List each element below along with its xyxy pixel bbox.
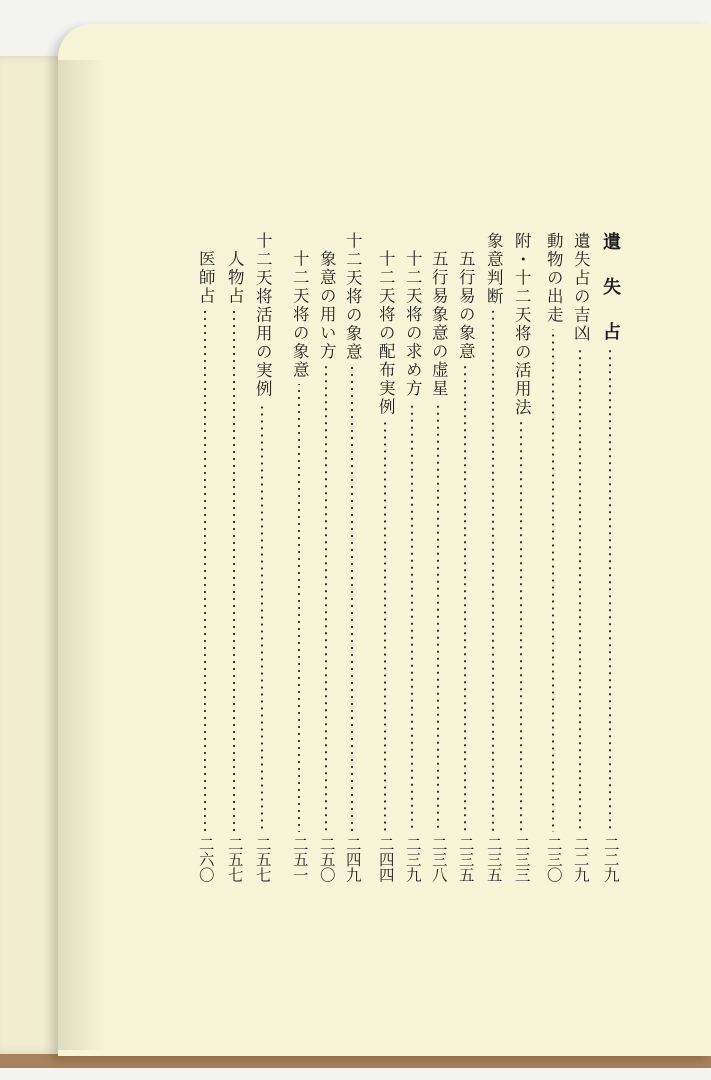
- toc-entry-page: 二三八: [429, 835, 448, 882]
- toc-entry-page: 二三九: [403, 835, 422, 882]
- page-gutter-shadow: [58, 60, 106, 1050]
- leader-dots: [233, 310, 235, 832]
- leader-dots: [351, 366, 353, 832]
- toc-entry-page: 二三五: [484, 835, 503, 882]
- leader-dots: [464, 365, 466, 832]
- toc-entry-title: 象意判断: [484, 232, 504, 306]
- toc-entry-page: 二二九: [601, 835, 620, 882]
- leader-dots: [204, 310, 206, 832]
- toc-entry-title: 十二天将活用の実例: [253, 232, 273, 399]
- leader-dots: [492, 310, 494, 832]
- toc-entry-title: 遺 失 占: [600, 232, 621, 343]
- leader-dots: [384, 421, 386, 832]
- toc-entry[interactable]: [193, 250, 217, 882]
- toc-entry-title: 人物占: [225, 250, 245, 306]
- toc-entry-page: 二五〇: [317, 835, 336, 882]
- toc-entry-title: 遺失占の吉凶: [571, 232, 591, 343]
- toc-entry[interactable]: [340, 232, 364, 882]
- toc-entry-page: 二三三: [512, 835, 531, 882]
- toc-entry-page: 二六〇: [196, 835, 215, 882]
- leader-dots: [552, 329, 554, 832]
- toc-entry-page: 二五七: [225, 835, 244, 882]
- toc-entry[interactable]: [222, 250, 246, 882]
- leader-dots: [411, 402, 413, 832]
- toc-entry-title: 十二天将の象意: [343, 232, 363, 362]
- toc-entry[interactable]: [453, 250, 477, 882]
- toc-entry-page: 二三五: [456, 835, 475, 882]
- leader-dots: [298, 384, 300, 832]
- toc-entry-title: 附・十二天将の活用法: [512, 232, 532, 417]
- leader-dots: [579, 347, 581, 832]
- toc-entry[interactable]: [400, 250, 424, 882]
- toc-entry-title: 動物の出走: [544, 232, 564, 325]
- toc-entry-title: 十二天将の配布実例: [376, 250, 396, 417]
- leader-dots: [325, 365, 327, 832]
- toc-entry-title: 象意の用い方: [317, 250, 337, 361]
- toc-entry-page: 二五七: [253, 835, 272, 882]
- leader-dots: [520, 421, 522, 832]
- toc-entry[interactable]: [373, 250, 397, 882]
- toc-entry-page: 二四九: [343, 835, 362, 882]
- toc-entry-page: 二二九: [571, 835, 590, 882]
- leader-dots: [437, 402, 439, 832]
- toc-entry[interactable]: [598, 232, 622, 882]
- toc-entry[interactable]: [426, 250, 450, 882]
- toc-entry[interactable]: [541, 232, 565, 882]
- toc-entry-title: 五行易の象意: [456, 250, 476, 361]
- toc-entry[interactable]: [568, 232, 592, 882]
- leader-dots: [609, 347, 611, 832]
- toc-entry[interactable]: [287, 250, 311, 882]
- toc-entry-page: 二四四: [376, 835, 395, 882]
- toc-entry[interactable]: [481, 232, 505, 882]
- toc-entry-page: 二三〇: [544, 835, 563, 882]
- toc-entry[interactable]: [250, 232, 274, 882]
- toc-entry-page: 二五一: [290, 835, 309, 882]
- toc-entry-title: 医師占: [196, 250, 216, 306]
- toc-entry-title: 十二天将の求め方: [403, 250, 423, 398]
- toc-entry[interactable]: [314, 250, 338, 882]
- leader-dots: [261, 403, 263, 832]
- toc-entry-title: 五行易象意の虚星: [429, 250, 449, 398]
- toc-entry[interactable]: [509, 232, 533, 882]
- toc-entry-title: 十二天将の象意: [290, 250, 310, 380]
